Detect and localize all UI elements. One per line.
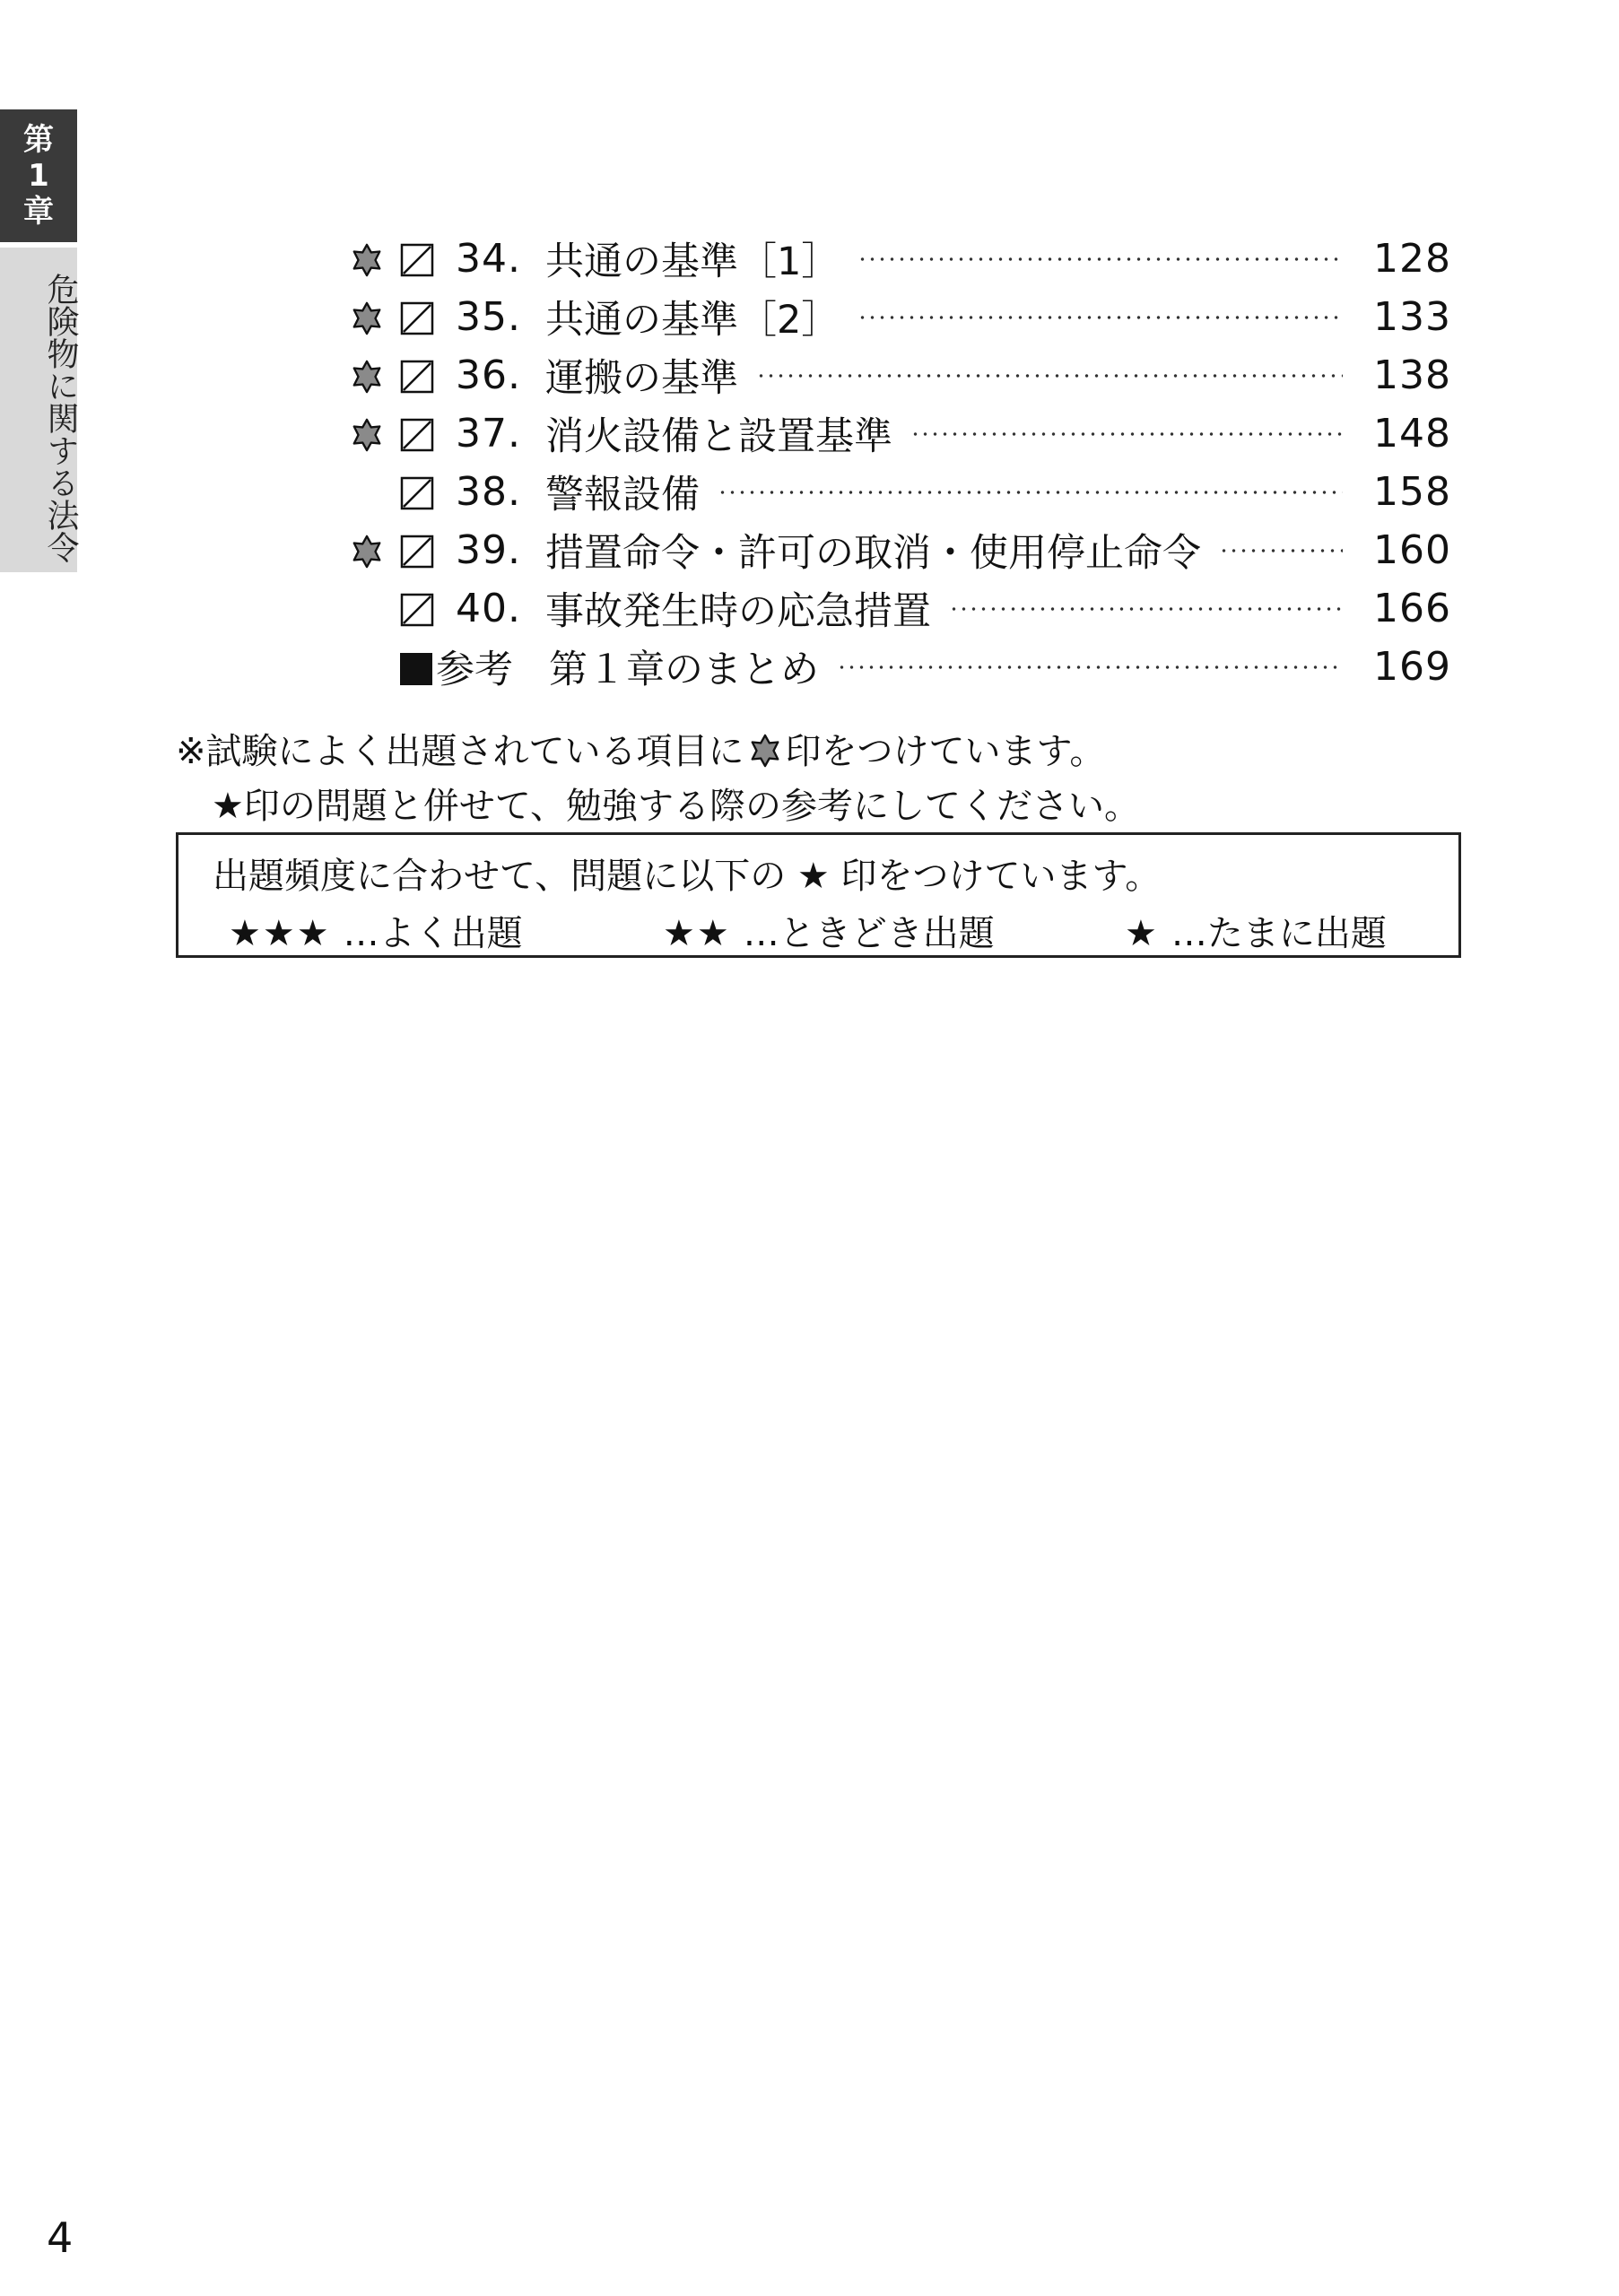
page-number: 4 <box>47 2213 74 2262</box>
toc-number: 38. <box>456 469 521 515</box>
toc-number: 34. <box>456 236 521 282</box>
toc-title: 共通の基準［1］ <box>545 239 840 284</box>
toc-row[interactable] <box>348 346 1451 404</box>
note-line2: ★印の問題と併せて、勉強する際の参考にしてください。 <box>212 786 1141 827</box>
toc-number: 40. <box>456 586 521 631</box>
toc-row[interactable] <box>348 288 1451 346</box>
toc-title: 事故発生時の応急措置 <box>545 589 931 634</box>
toc-page: 166 <box>1373 586 1451 631</box>
star-rating: ★ <box>1125 913 1159 954</box>
toc-reference-row[interactable] <box>348 638 1451 696</box>
toc-row[interactable] <box>348 521 1451 579</box>
black-square-icon <box>400 653 432 685</box>
toc-title: 運搬の基準 <box>545 356 738 401</box>
toc-page: 128 <box>1373 236 1451 282</box>
note <box>176 726 1140 831</box>
checkbox-icon[interactable] <box>400 533 456 569</box>
toc-title: 措置命令・許可の取消・使用停止命令 <box>545 531 1201 576</box>
chapter-tab-line1: 第 <box>23 122 54 158</box>
checkbox-icon[interactable] <box>400 358 456 394</box>
toc-title: 消火設備と設置基準 <box>545 414 892 459</box>
legend-item-rarely <box>1125 905 1387 956</box>
important-star-icon <box>748 731 782 781</box>
table-of-contents <box>348 230 1451 696</box>
reference-label: 参考 <box>436 648 513 692</box>
note-line1-after: 印をつけています。 <box>785 731 1106 772</box>
toc-title: 共通の基準［2］ <box>545 298 840 343</box>
toc-row[interactable] <box>348 404 1451 463</box>
frequency-legend-box <box>176 832 1461 958</box>
toc-row[interactable] <box>348 579 1451 638</box>
checkbox-icon[interactable] <box>400 416 456 452</box>
toc-row[interactable] <box>348 463 1451 521</box>
chapter-tab-line3: 章 <box>23 194 54 230</box>
legend-item-sometimes <box>663 905 995 956</box>
note-line1-before: ※試験によく出題されている項目に <box>176 731 744 772</box>
dot-leader <box>857 316 1343 319</box>
toc-page: 158 <box>1373 469 1451 515</box>
toc-page: 160 <box>1373 527 1451 573</box>
legend-title: 出題頻度に合わせて、問題に以下の ★ 印をつけています。 <box>213 856 1162 897</box>
star-rating: ★★★ <box>229 913 331 954</box>
dot-leader <box>857 257 1343 261</box>
legend-text: …ときどき出題 <box>743 913 995 954</box>
legend-item-frequent <box>229 905 523 956</box>
toc-number: 39. <box>456 527 521 573</box>
legend-text: …たまに出題 <box>1171 913 1387 954</box>
reference-title: 第１章のまとめ <box>549 648 819 692</box>
legend-text: …よく出題 <box>343 913 523 954</box>
dot-leader <box>1219 549 1343 552</box>
toc-row[interactable] <box>348 230 1451 288</box>
dot-leader <box>756 374 1343 378</box>
chapter-tab <box>0 109 77 242</box>
checkbox-icon[interactable] <box>400 241 456 277</box>
toc-page: 148 <box>1373 411 1451 457</box>
dot-leader <box>910 432 1343 436</box>
toc-number: 36. <box>456 352 521 398</box>
checkbox-icon[interactable] <box>400 474 456 510</box>
toc-title: 警報設備 <box>545 473 700 517</box>
dot-leader <box>949 607 1343 611</box>
checkbox-icon[interactable] <box>400 591 456 627</box>
toc-page: 138 <box>1373 352 1451 398</box>
toc-number: 37. <box>456 411 521 457</box>
reference-page: 169 <box>1373 644 1451 690</box>
dot-leader <box>718 491 1343 494</box>
toc-page: 133 <box>1373 294 1451 340</box>
toc-number: 35. <box>456 294 521 340</box>
dot-leader <box>837 665 1343 669</box>
chapter-tab-line2: 1 <box>28 158 49 194</box>
checkbox-icon[interactable] <box>400 300 456 335</box>
chapter-title-tab: 危険物に関する法令 <box>0 248 77 572</box>
star-rating: ★★ <box>663 913 731 954</box>
